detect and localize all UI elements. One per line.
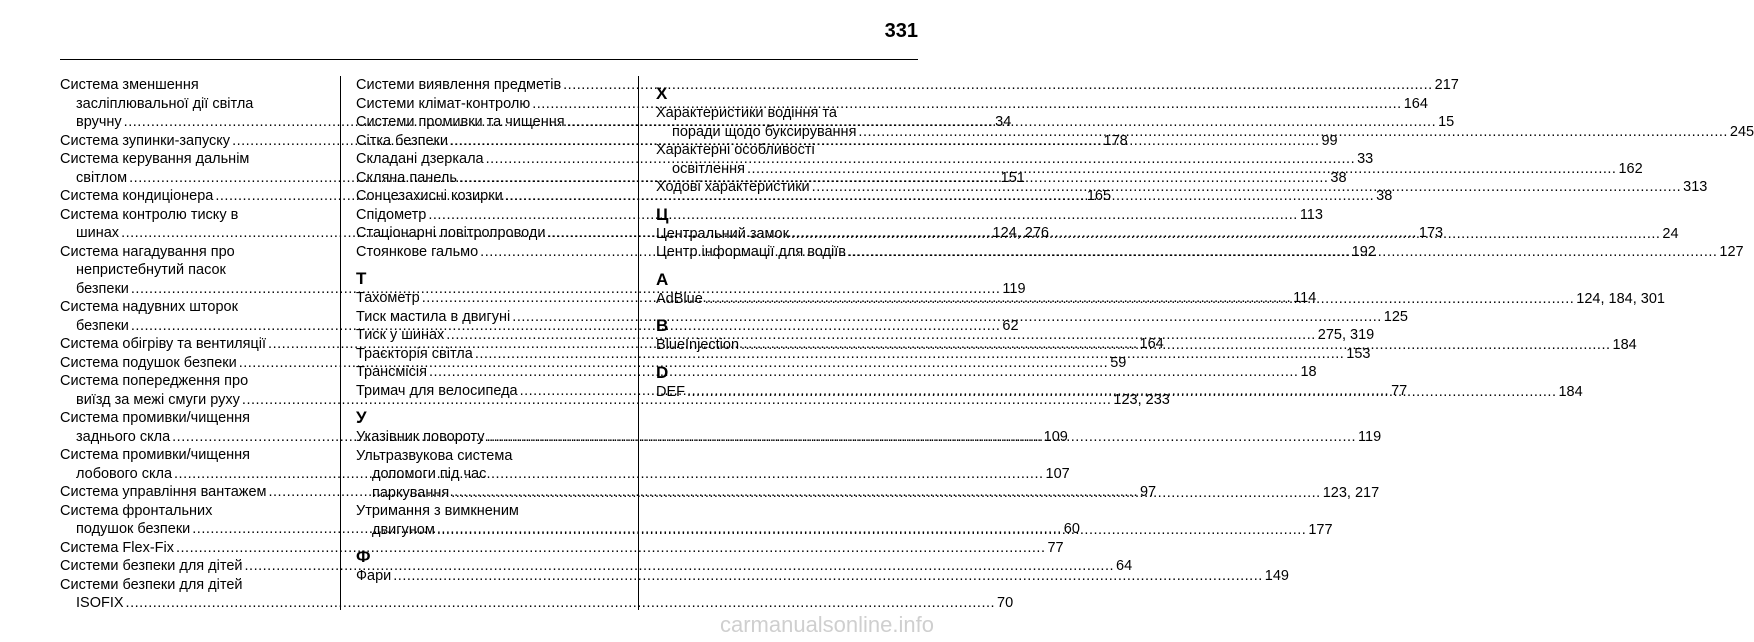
index-page-ref: 184 (1612, 337, 1637, 353)
index-entry-text: Центральний замок (656, 225, 789, 242)
index-entry (356, 206, 1323, 225)
index-entry-text: Характерні особливості (656, 142, 815, 158)
index-entry-text: BlueInjection (656, 337, 740, 353)
index-entry-text: освітлення (672, 160, 745, 177)
index-page-ref: 149 (1264, 568, 1289, 584)
index-entry-text: DEF (656, 383, 685, 400)
index-page-ref: 151 (1000, 169, 1025, 186)
index-letter-heading: A (656, 269, 669, 289)
watermark: carmanualsonline.info (719, 612, 934, 637)
index-page-ref: 124, 184, 301 (1576, 290, 1665, 307)
index-entry-text: непристебнутий пасок (76, 262, 226, 278)
index-page-ref: 119 (1002, 280, 1026, 297)
index-letter-heading: У (356, 408, 367, 427)
index-entry-text: Системи клімат-контролю (356, 95, 531, 112)
index-entry-text: AdBlue (656, 290, 703, 307)
index-entry-text: Центр інформації для водіїв (656, 244, 846, 260)
index-entry-text: Сонцезахисні козирки (356, 188, 503, 204)
index-entry-text: безпеки (76, 280, 129, 297)
index-entry-text: Тиск мастила в двигуні (356, 308, 511, 325)
index-page-ref: 18 (1300, 364, 1317, 380)
index-page-ref: 34 (995, 114, 1012, 130)
index-entry-text: Система нагадування про (60, 243, 235, 260)
index-entry-text: паркування (372, 484, 450, 501)
index-entry-text: Система промивки/чищення (60, 410, 251, 426)
index-page-ref: 59 (1110, 354, 1127, 371)
index-entry-text: Системи виявлення предметів (356, 77, 562, 93)
index-page-ref: 192 (1351, 243, 1376, 260)
index-letter-heading: D (656, 362, 669, 382)
index-page-ref: 245 (1729, 123, 1754, 140)
index-page-ref: 217 (1434, 77, 1459, 93)
index-page-ref: 70 (997, 595, 1014, 611)
dot-leader (451, 484, 1320, 503)
index-entry-text: заднього скла (76, 428, 171, 445)
index-entry-text: Утримання з вимкненим (356, 503, 519, 519)
index-entry-text: Ходові характеристики (656, 179, 810, 195)
index-entry-text: світлом (76, 169, 128, 186)
index-page-ref: 162 (1618, 160, 1643, 177)
index-entry-text: Стаціонарні повітропроводи (356, 225, 546, 241)
index-page-ref: 275, 319 (1317, 327, 1375, 343)
header-rule (60, 59, 918, 60)
index-page-ref: 33 (1357, 151, 1374, 167)
index-page-ref: 127 (1719, 244, 1744, 260)
column-divider (638, 76, 639, 610)
index-page-ref: 313 (1683, 179, 1708, 195)
index-entry-text: Система зменшення (60, 77, 199, 93)
column-divider (340, 76, 341, 610)
index-page-ref: 119 (1358, 429, 1382, 445)
dot-leader (512, 308, 1381, 327)
index-page-ref: 124, 276 (992, 225, 1049, 241)
dot-leader (487, 428, 1356, 447)
index-entry-text: шинах (76, 225, 120, 241)
index-entry-text: Системи безпеки для дітей (60, 576, 243, 593)
index-page-ref: 125 (1383, 308, 1408, 325)
dot-leader (747, 160, 1616, 179)
index-entry-text: Система надувних шторок (60, 299, 238, 315)
index-page-ref: 77 (1047, 539, 1064, 556)
index-entry (60, 539, 1064, 558)
index-entry-text: засліплювальної дії світла (76, 95, 254, 112)
index-entry-text: Система промивки/чищення (60, 447, 251, 463)
index-page-ref: 109 (1043, 428, 1068, 445)
index-page-ref: 123, 233 (1113, 391, 1170, 408)
index-page-ref: 123, 217 (1322, 484, 1380, 501)
index-entry-text: Система фронтальних (60, 502, 213, 519)
index-page-ref: 62 (1002, 317, 1019, 334)
index-entry-text: Система кондиціонера (60, 188, 214, 204)
index-page-ref: 107 (1045, 465, 1070, 482)
index-page-ref: 113 (1299, 206, 1323, 223)
index-entry-text: Траєкторія світла (356, 345, 473, 362)
index-page-ref: 114 (1293, 290, 1317, 306)
index-entry-text: Тримач для велосипеда (356, 382, 518, 399)
index-page-ref: 38 (1330, 169, 1347, 186)
dot-leader (848, 243, 1717, 262)
index-entry-text: Скляна панель (356, 169, 457, 186)
dot-leader (687, 383, 1556, 402)
index-entry-text: Система контролю тиску в (60, 206, 239, 223)
index-page-ref: 97 (1139, 484, 1157, 500)
index-page-ref: 15 (1438, 114, 1455, 130)
index-entry-text: Тахометр (356, 290, 420, 306)
index-entry-text: Тиск у шинах (356, 327, 445, 343)
index-entry-text: Система попередження про (60, 373, 249, 389)
index-page-ref: 164 (1403, 95, 1428, 112)
index-entry-text: Система Flex-Fix (60, 539, 174, 556)
index-letter-heading: Ф (356, 547, 371, 566)
index-entry-text: лобового скла (76, 465, 173, 482)
index-entry-text: безпеки (76, 317, 129, 334)
index-page-ref: 60 (1063, 521, 1080, 537)
index-entry-text: Система зупинки-запуску (60, 132, 231, 149)
index-entry-text: Ультразвукова система (356, 447, 513, 464)
index-page-ref: 77 (1391, 382, 1408, 399)
index-page-ref: 173 (1418, 225, 1444, 241)
dot-leader (812, 178, 1681, 197)
index-entry-text: виїзд за межі смуги руху (76, 391, 240, 408)
index-entry (356, 76, 1459, 95)
index-entry-text: Складані дзеркала (356, 151, 484, 167)
index-entry-text: Система подушок безпеки (60, 354, 237, 371)
index-entry-text: Фари (356, 568, 392, 584)
dot-leader (858, 123, 1727, 142)
index-entry-text: Система управління вантажем (60, 484, 267, 500)
index-page-ref: 184 (1558, 383, 1583, 400)
dot-leader (437, 521, 1306, 540)
index-page-ref: 38 (1376, 188, 1393, 204)
index-letter-heading: Ц (656, 204, 669, 224)
index-entry-text: двигуном (372, 521, 435, 538)
dot-leader (393, 567, 1262, 586)
index-page-ref: 153 (1346, 345, 1371, 362)
index-page-ref: 99 (1321, 132, 1338, 149)
dot-leader (791, 225, 1660, 244)
dot-leader (741, 336, 1610, 355)
index-page-ref: 24 (1662, 225, 1679, 242)
index-entry-text: Спідометр (356, 206, 427, 223)
index-page-ref: 177 (1308, 521, 1333, 538)
index-entry-text: Система керування дальнім (60, 151, 250, 167)
index-entry-text: Системи промивки та чищення (356, 114, 565, 130)
index-letter-heading: B (656, 316, 669, 335)
index-entry-text: Система обігріву та вентиляції (60, 336, 267, 352)
index-letter-heading: Т (356, 269, 367, 288)
index-entry-text: Стоянкове гальмо (356, 243, 479, 260)
index-entry-text: Системи безпеки для дітей (60, 558, 243, 574)
index-entry-text: подушок безпеки (76, 521, 191, 537)
dot-leader (126, 594, 995, 613)
dot-leader (705, 290, 1574, 309)
index-entry-text: поради щодо буксирування (672, 123, 857, 140)
page-number: 331 (884, 20, 918, 42)
index-page-ref: 64 (1116, 558, 1133, 574)
index-entry-text: Указівник повороту (356, 429, 485, 445)
index-entry-text: Характеристики водіння та (656, 105, 837, 121)
index-entry (356, 363, 1317, 382)
index-entry-text: вручну (76, 114, 122, 130)
index-page-ref: 178 (1103, 132, 1128, 149)
index-entry-text: допомоги під час (372, 466, 487, 482)
index-letter-heading: Х (656, 84, 668, 103)
index-page-ref: 165 (1086, 188, 1112, 204)
index-entry-text: Сітка безпеки (356, 132, 448, 149)
index-entry-text: Трансмісія (356, 364, 427, 380)
index-entry (356, 567, 1289, 586)
index-page-ref: 164 (1139, 336, 1164, 352)
index-entry-text: ISOFIX (76, 595, 124, 611)
